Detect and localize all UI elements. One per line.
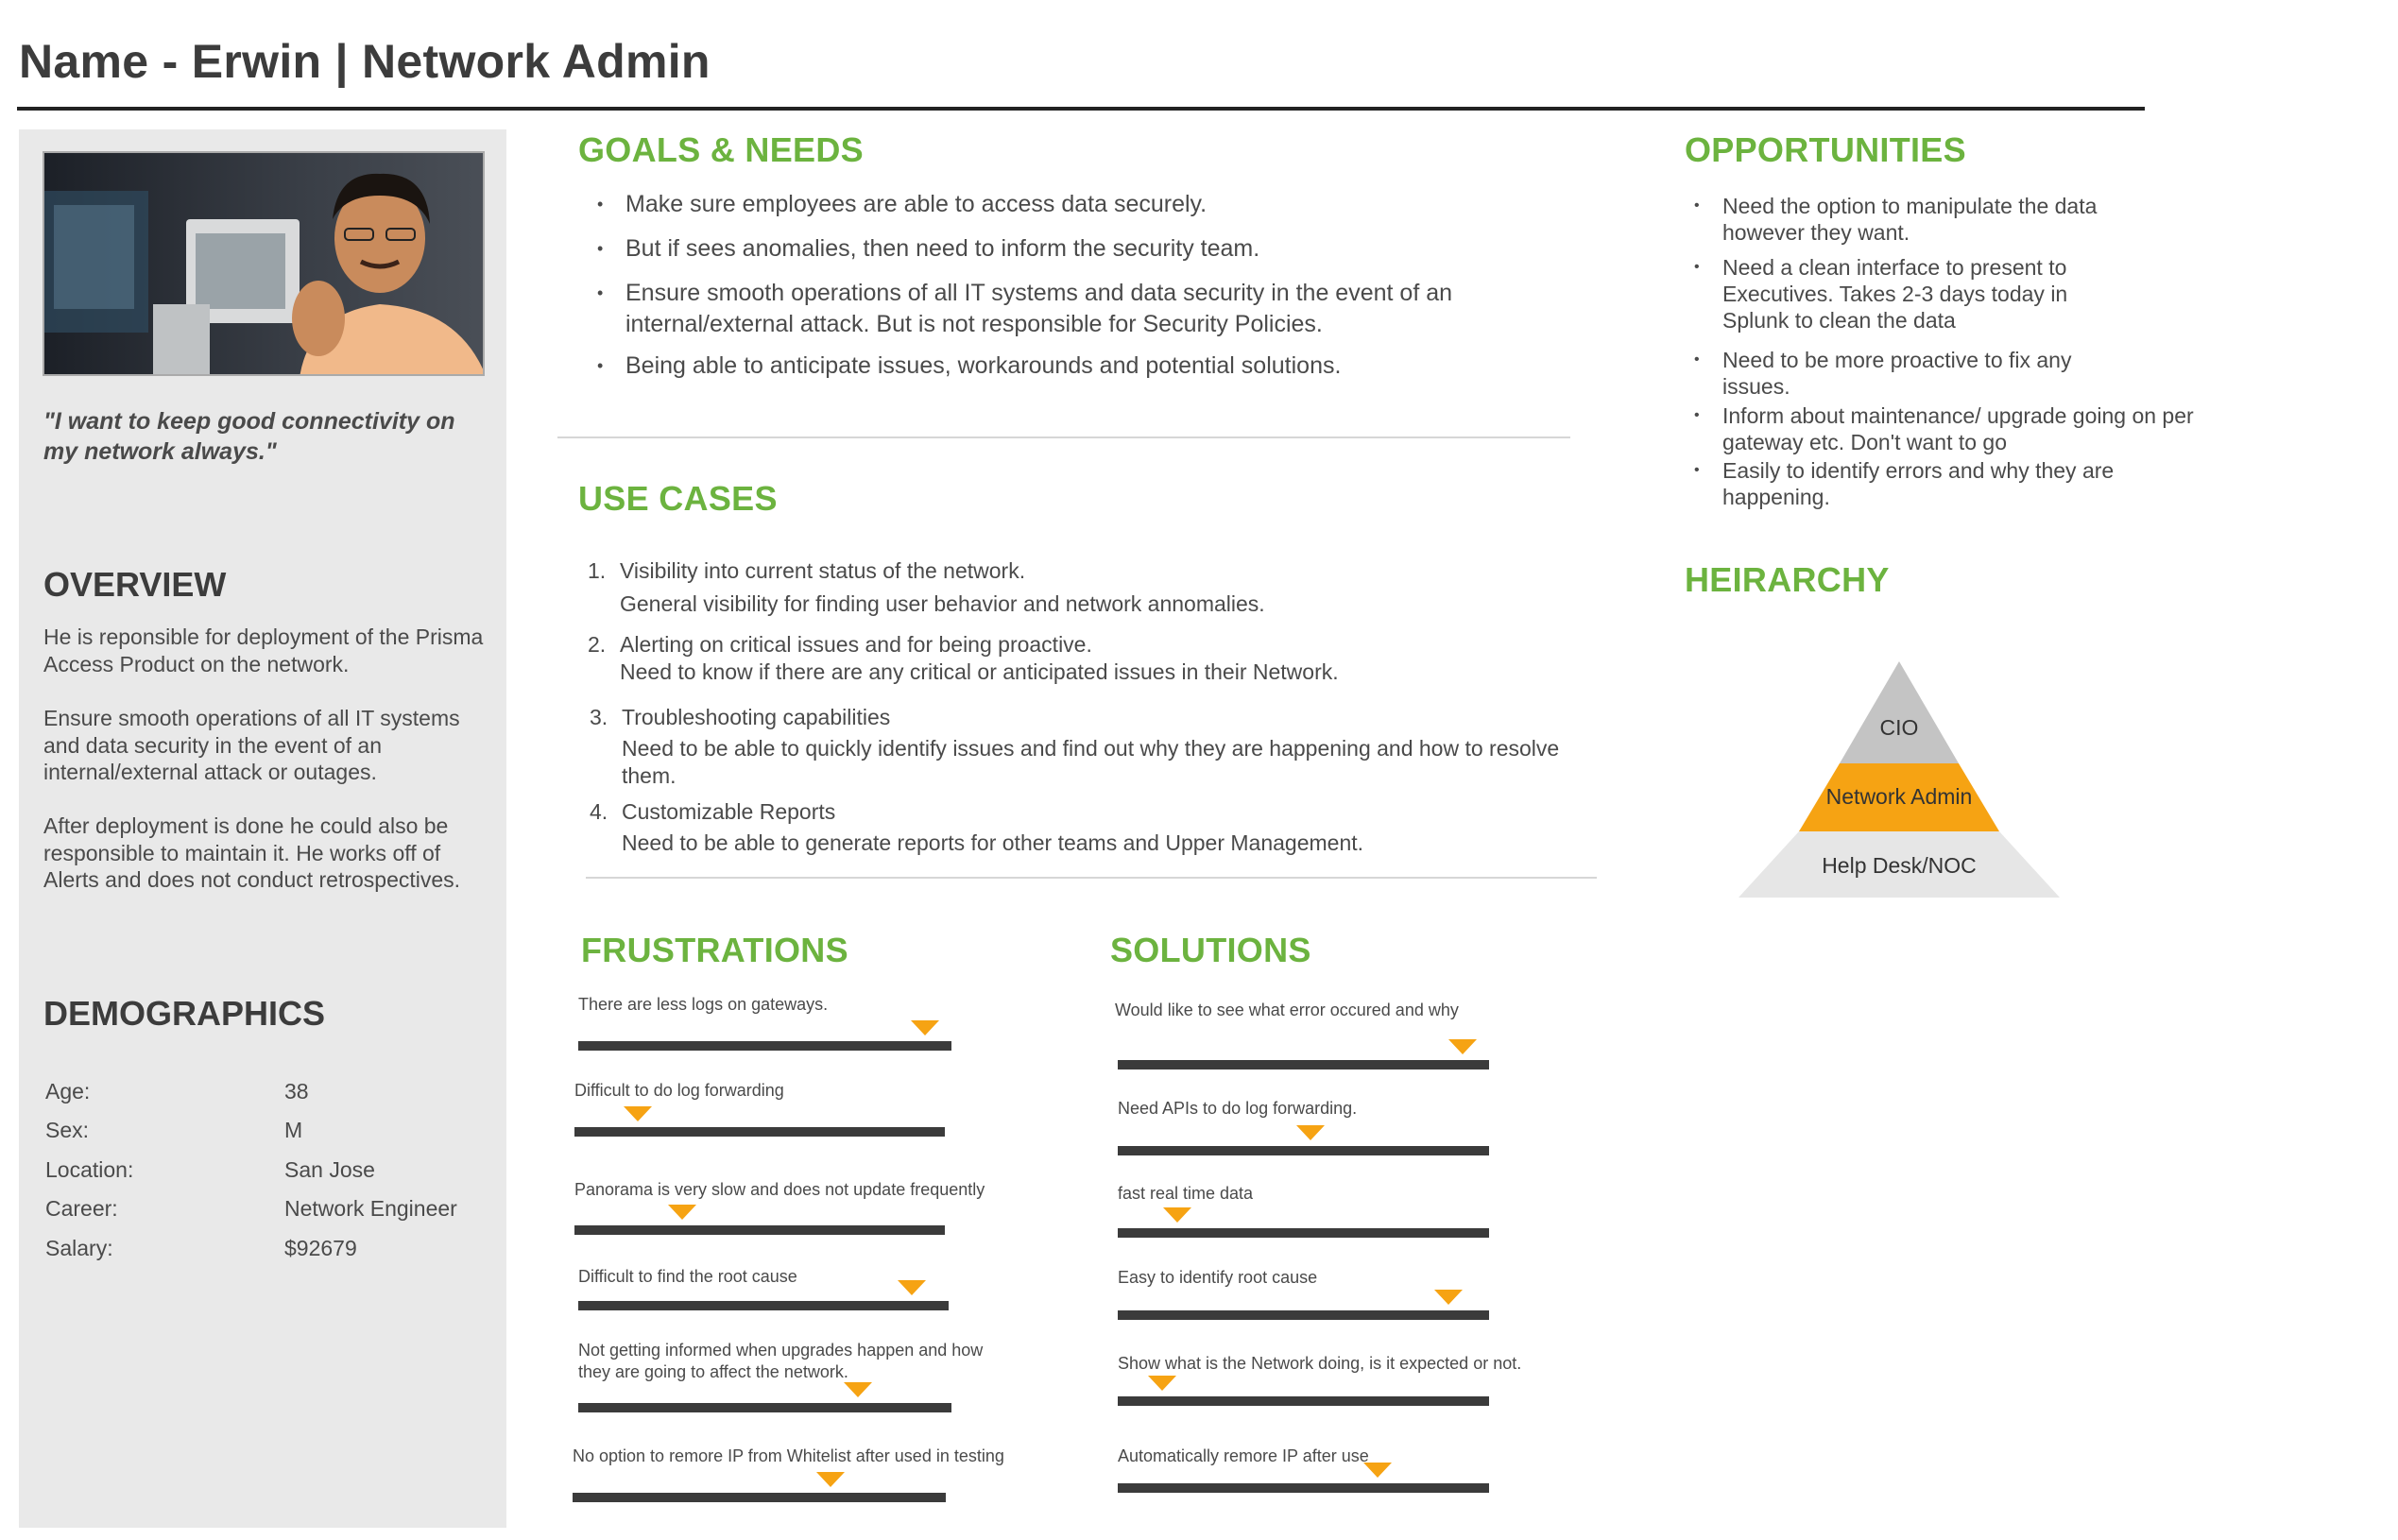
overview-paragraph: After deployment is done he could also be responsible to maintain it. He works off of Alerts and does not conduct retrospectives. [43,813,461,892]
slider-label: Would like to see what error occured and why [1115,1001,1459,1019]
demographics-value: M [284,1118,303,1142]
demographics-value: San Jose [284,1157,375,1182]
slider-label: fast real time data [1118,1184,1254,1203]
slider-marker [624,1106,652,1121]
slider-marker [1296,1125,1325,1140]
slider-track [1118,1228,1489,1238]
opportunity-item: • Inform about maintenance/ upgrade going on per gateway etc. Don't want to go [1694,403,2194,454]
goal-item: • Being able to anticipate issues, workarounds and potential solutions. [597,352,1342,379]
slider-label: Need APIs to do log forwarding. [1118,1099,1358,1118]
slider-marker [1434,1290,1463,1305]
slider-label: Difficult to find the root cause [578,1267,797,1286]
slider-label: Not getting informed when upgrades happen and how they are going to affect the network. [578,1341,984,1381]
goal-item: • But if sees anomalies, then need to inform the security team. [597,235,1260,262]
slider-track [578,1301,949,1310]
persona-photo [43,151,485,376]
overview-heading: OVERVIEW [43,565,227,604]
opportunity-item: • Need the option to manipulate the data however they want. [1694,194,2098,245]
use-case-item: 1. Visibility into current status of the network. General visibility for finding user behavior and network annomalies. [588,558,1265,616]
pyramid-label-middle: Network Admin [1825,784,1973,809]
opportunity-item: • Need to be more proactive to fix any issues. [1694,348,2072,399]
pyramid-top-tier [1840,661,1959,763]
slider-marker [816,1472,845,1487]
slider-track [578,1403,951,1412]
use-case-item: 3. Troubleshooting capabilities Need to be able to quickly identify issues and find out why they are happening and how to resolve them. [590,705,1560,788]
slider-label: Automatically remore IP after use [1118,1446,1369,1465]
opportunity-item: • Need a clean interface to present to Executives. Takes 2-3 days today in Splunk to clean the data [1694,255,2068,333]
overview-paragraph: He is reponsible for deployment of the Prisma Access Product on the network. [43,625,484,676]
pyramid-label-top: CIO [1879,715,1919,740]
slider-track [574,1225,945,1235]
slider-track [1118,1146,1489,1155]
demographics-value: $92679 [284,1236,357,1260]
frustrations-heading: FRUSTRATIONS [581,931,848,969]
overview-paragraph: Ensure smooth operations of all IT systems and data security in the event of an internal/external attack or outages. [43,706,460,784]
slider-track [1118,1060,1489,1069]
use-case-item: 2. Alerting on critical issues and for being proactive. Need to know if there are any critical or anticipated issues in their Network. [588,632,1339,684]
slider-marker [668,1205,696,1220]
slider-track [578,1041,951,1051]
slider-marker [898,1280,926,1295]
title-divider [17,107,2145,111]
page-title: Name - Erwin | Network Admin [19,35,711,88]
slider-label: No option to remore IP from Whitelist after used in testing [573,1446,1004,1465]
demographics-key: Age: [45,1079,91,1104]
hierarchy-pyramid [1739,661,2060,898]
goal-item: • Make sure employees are able to access data securely. [597,191,1208,217]
persona-quote: "I want to keep good connectivity on my network always." [43,408,455,465]
slider-marker [1148,1376,1176,1391]
slider-marker [1163,1207,1191,1223]
section-divider [586,877,1597,879]
goals-heading: GOALS & NEEDS [578,130,864,169]
slider-label: Easy to identify root cause [1118,1268,1318,1287]
opportunities-heading: OPPORTUNITIES [1685,130,1966,169]
slider-label: Difficult to do log forwarding [574,1081,784,1100]
demographics-value: Network Engineer [284,1196,457,1221]
slider-label: There are less logs on gateways. [578,995,829,1014]
slider-track [1118,1396,1489,1406]
opportunity-item: • Easily to identify errors and why they are happening. [1694,458,2115,509]
slider-label: Show what is the Network doing, is it expected or not. [1118,1354,1522,1373]
pyramid-label-bottom: Help Desk/NOC [1822,853,1977,878]
demographics-key: Location: [45,1157,134,1182]
hierarchy-heading: HEIRARCHY [1685,560,1890,599]
slider-marker [844,1382,872,1397]
slider-marker [1448,1039,1477,1054]
slider-track [573,1493,946,1502]
demographics-value: 38 [284,1079,309,1104]
slider-label: Panorama is very slow and does not update frequently [574,1180,985,1199]
solutions-heading: SOLUTIONS [1110,931,1311,969]
demographics-key: Sex: [45,1118,90,1142]
slider-marker [1363,1463,1392,1478]
slider-track [1118,1310,1489,1320]
demographics-key: Salary: [45,1236,113,1260]
use-cases-heading: USE CASES [578,479,778,518]
slider-track [574,1127,945,1137]
goal-item: • Ensure smooth operations of all IT systems and data security in the event of an internal/external attack. But is not responsible for Security Policies. [597,280,1453,337]
section-divider [557,436,1570,438]
slider-track [1118,1483,1489,1493]
use-case-item: 4. Customizable Reports Need to be able to generate reports for other teams and Upper Management. [590,799,1364,855]
demographics-key: Career: [45,1196,118,1221]
slider-marker [911,1020,939,1035]
demographics-heading: DEMOGRAPHICS [43,994,326,1033]
